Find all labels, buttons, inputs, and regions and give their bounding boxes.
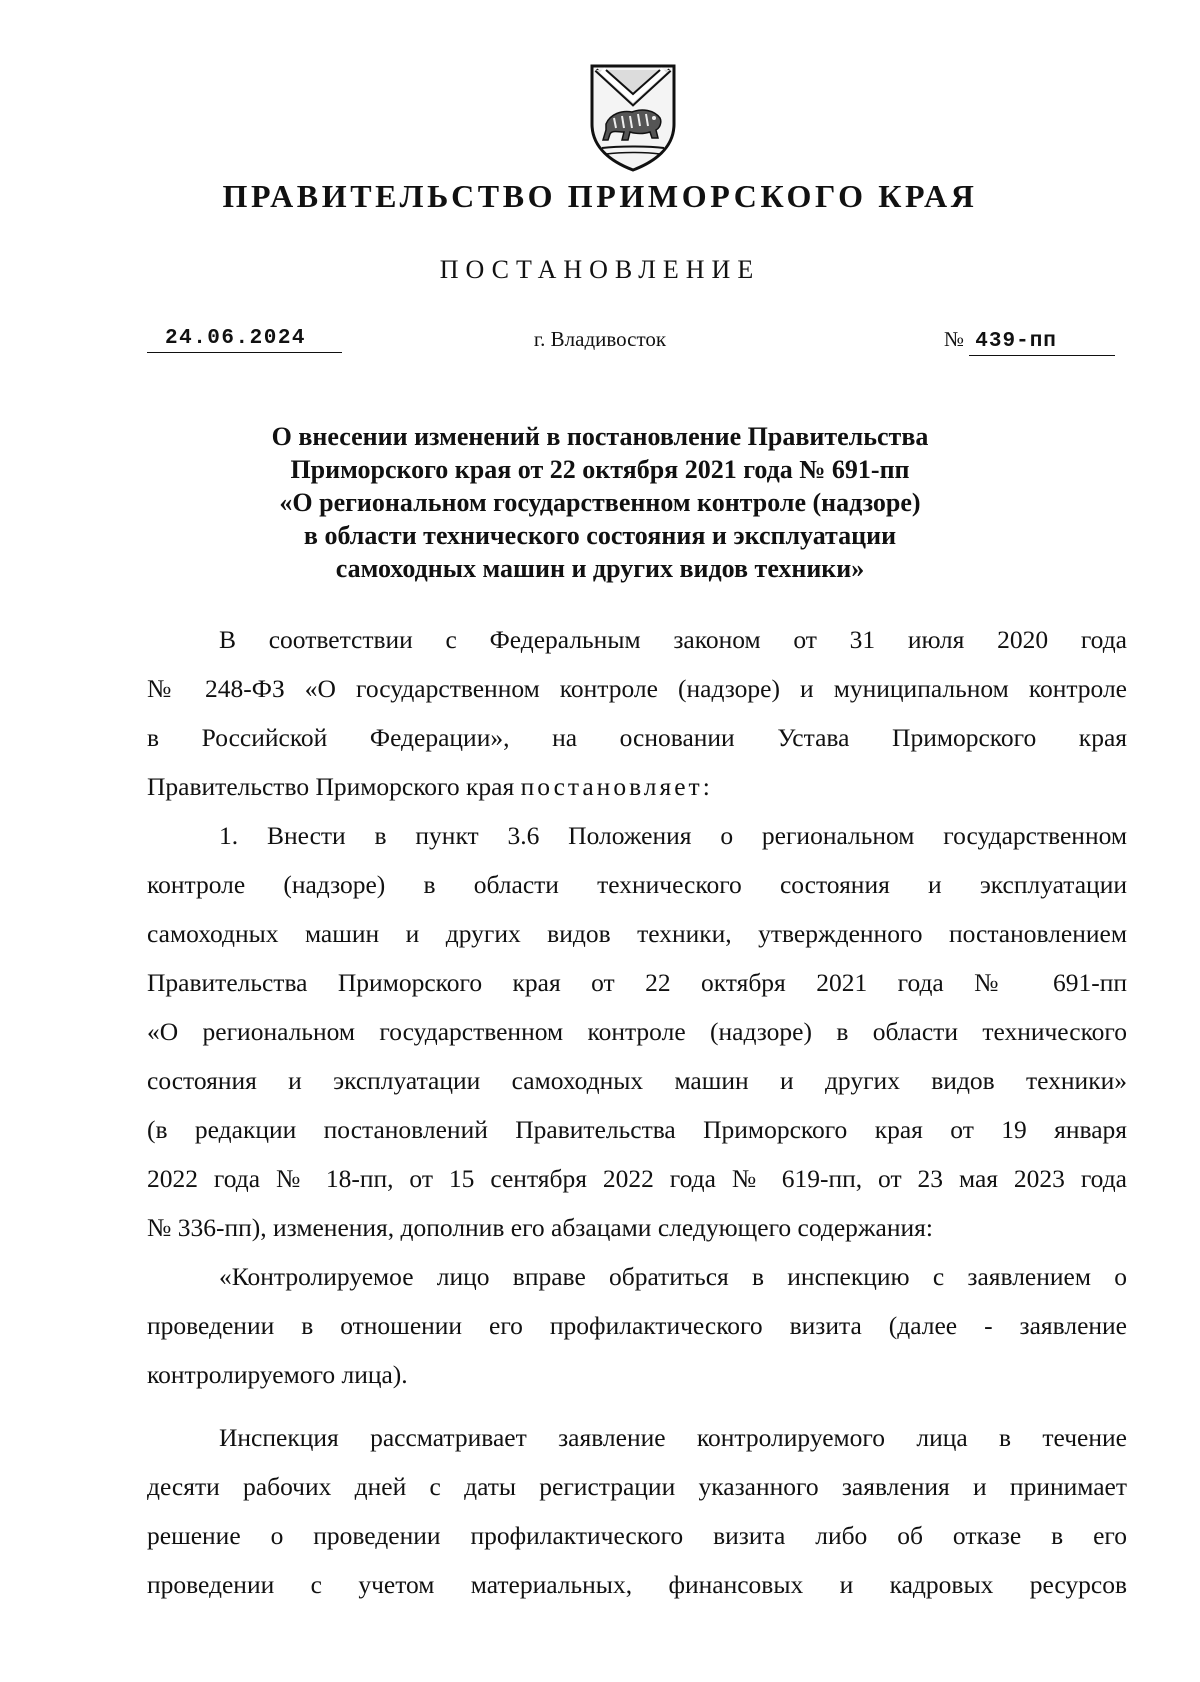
body-line: контролируемого лица). <box>147 1360 408 1389</box>
body-line: самоходных машин и других видов техники, утвержденного постановлением <box>147 919 1127 948</box>
heading-line: самоходных машин и других видов техники» <box>335 554 865 583</box>
body-line: контроле (надзоре) в области технического состояния и эксплуатации <box>147 870 1127 899</box>
number-label: № <box>944 327 965 351</box>
body-line: в Российской Федерации», на основании Устава Приморского края <box>147 723 1127 752</box>
body-line: № 336-пп), изменения, дополнив его абзацами следующего содержания: <box>147 1213 933 1242</box>
body-line <box>147 762 1127 811</box>
body-line: «Контролируемое лицо вправе обратиться в инспекцию с заявлением о <box>219 1262 1127 1291</box>
document-date: 24.06.2024 <box>147 326 342 353</box>
document-number <box>944 326 1115 356</box>
coat-of-arms-icon <box>588 62 678 174</box>
document-city: г. Владивосток <box>533 327 667 351</box>
body-line: проведении в отношении его профилактического визита (далее - заявление <box>147 1311 1127 1340</box>
body-line: Правительства Приморского края от 22 октября 2021 года № 691-пп <box>147 968 1127 997</box>
body-line: «О региональном государственном контроле (надзоре) в области технического <box>147 1017 1127 1046</box>
body-line: № 248-ФЗ «О государственном контроле (надзоре) и муниципальном контроле <box>147 674 1127 703</box>
document-meta-row <box>0 326 1200 366</box>
document-heading <box>120 420 1080 585</box>
number-value: 439-пп <box>969 329 1115 356</box>
body-line: решение о проведении профилактического визита либо об отказе в его <box>147 1521 1127 1550</box>
body-line: проведении с учетом материальных, финансовых и кадровых ресурсов <box>147 1570 1127 1599</box>
heading-line: в области технического состояния и эксплуатации <box>303 521 897 550</box>
heading-line: О внесении изменений в постановление Правительства <box>271 422 929 451</box>
document-body <box>147 615 1127 1609</box>
body-line: В соответствии с Федеральным законом от 31 июля 2020 года <box>219 625 1127 654</box>
heading-line: Приморского края от 22 октября 2021 года № 691-пп <box>290 455 910 484</box>
body-line: (в редакции постановлений Правительства Приморского края от 19 января <box>147 1115 1127 1144</box>
government-title: ПРАВИТЕЛЬСТВО ПРИМОРСКОГО КРАЯ <box>222 178 978 214</box>
body-line: десяти рабочих дней с даты регистрации указанного заявления и принимает <box>147 1472 1127 1501</box>
body-line: состояния и эксплуатации самоходных машин и других видов техники» <box>147 1066 1127 1095</box>
resolves-word: постановляет: <box>520 772 713 801</box>
body-line: Инспекция рассматривает заявление контролируемого лица в течение <box>219 1423 1127 1452</box>
heading-line: «О региональном государственном контроле (надзоре) <box>279 488 921 517</box>
document-type: ПОСТАНОВЛЕНИЕ <box>439 255 761 284</box>
body-line: 2022 года № 18-пп, от 15 сентября 2022 года № 619-пп, от 23 мая 2023 года <box>147 1164 1127 1193</box>
body-line: 1. Внести в пункт 3.6 Положения о региональном государственном <box>219 821 1127 850</box>
preamble-prefix: Правительство Приморского края <box>147 772 521 801</box>
